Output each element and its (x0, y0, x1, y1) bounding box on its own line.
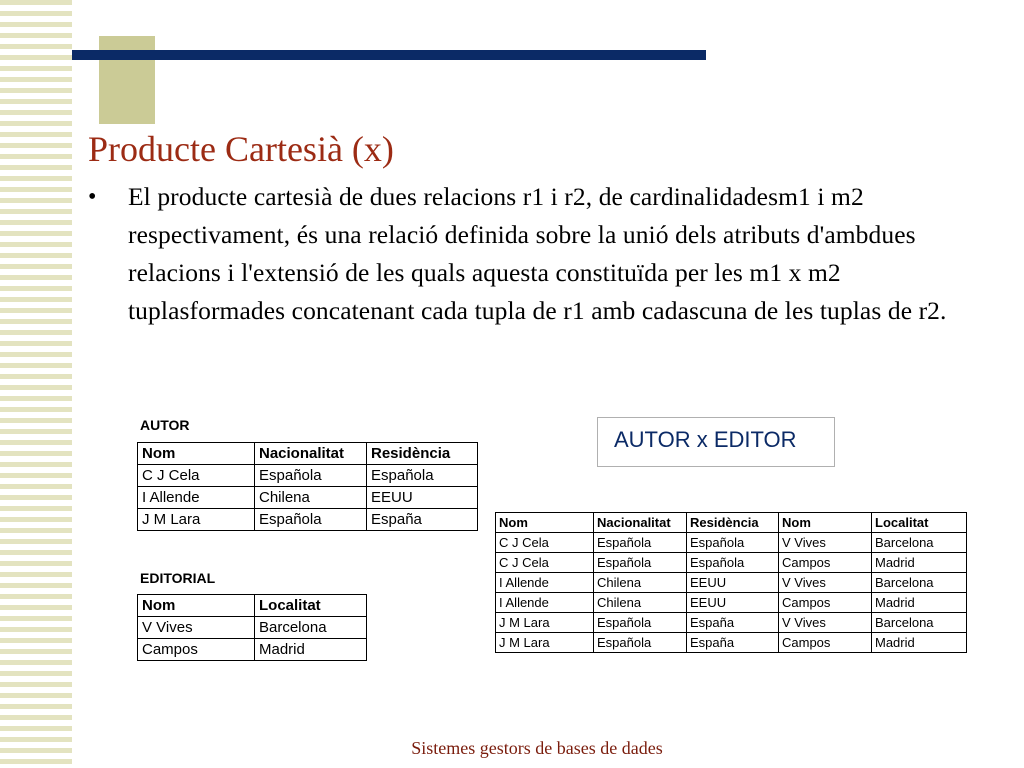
table-cell: Española (687, 553, 779, 573)
table-cell: España (687, 633, 779, 653)
table-row (138, 639, 367, 661)
decorative-title-bar (72, 50, 706, 60)
table-row (496, 533, 967, 553)
table-cell: I Allende (138, 487, 255, 509)
result-label-box (597, 417, 835, 467)
slide-footer: Sistemes gestors de bases de dades (411, 738, 663, 758)
column-header: Nom (779, 513, 872, 533)
table-cell: J M Lara (496, 633, 594, 653)
table-cell: Madrid (872, 633, 967, 653)
table-cell: Campos (779, 593, 872, 613)
table-cell: Barcelona (872, 533, 967, 553)
table-row (496, 593, 967, 613)
table-row (496, 573, 967, 593)
table-cell: V Vives (138, 617, 255, 639)
table-cell: Española (594, 613, 687, 633)
column-header: Residència (367, 443, 478, 465)
table-cell: Española (594, 633, 687, 653)
table-cell: I Allende (496, 593, 594, 613)
table-cell: Española (367, 465, 478, 487)
table-cell: EEUU (687, 593, 779, 613)
bullet-marker: • (88, 184, 97, 210)
table-row (138, 487, 478, 509)
table-cell: Barcelona (872, 613, 967, 633)
table-cell: EEUU (687, 573, 779, 593)
table-header-row (496, 513, 967, 533)
autor-table-label: AUTOR (140, 417, 190, 433)
table-cell: Campos (779, 553, 872, 573)
column-header: Localitat (872, 513, 967, 533)
column-header: Residència (687, 513, 779, 533)
table-cell: Madrid (872, 553, 967, 573)
editorial-table-label: EDITORIAL (140, 570, 216, 586)
table-cell: Chilena (255, 487, 367, 509)
table-row (138, 465, 478, 487)
table-cell: C J Cela (496, 533, 594, 553)
table-header-row (138, 595, 367, 617)
column-header: Nacionalitat (255, 443, 367, 465)
table-row (496, 633, 967, 653)
bullet-item (88, 178, 993, 330)
table-cell: Española (594, 553, 687, 573)
table-cell: Campos (779, 633, 872, 653)
table-cell: J M Lara (496, 613, 594, 633)
table-cell: V Vives (779, 613, 872, 633)
table-row (138, 617, 367, 639)
table-row (496, 613, 967, 633)
column-header: Nom (138, 595, 255, 617)
table-cell: V Vives (779, 533, 872, 553)
column-header: Nacionalitat (594, 513, 687, 533)
table-cell: Chilena (594, 573, 687, 593)
table-cell: Madrid (872, 593, 967, 613)
table-cell: Madrid (255, 639, 367, 661)
table-cell: EEUU (367, 487, 478, 509)
table-header-row (138, 443, 478, 465)
slide-title: Producte Cartesià (x) (88, 129, 394, 169)
result-label: AUTOR x EDITOR (614, 427, 797, 452)
table-cell: España (367, 509, 478, 531)
table-cell: Chilena (594, 593, 687, 613)
table-cell: Española (255, 465, 367, 487)
cartesian-product-table (495, 512, 967, 653)
column-header: Nom (496, 513, 594, 533)
editorial-table (137, 594, 367, 661)
column-header: Localitat (255, 595, 367, 617)
table-cell: España (687, 613, 779, 633)
decorative-stripes (0, 0, 72, 768)
autor-table (137, 442, 478, 531)
table-cell: V Vives (779, 573, 872, 593)
table-cell: Campos (138, 639, 255, 661)
table-cell: Española (594, 533, 687, 553)
table-cell: Española (255, 509, 367, 531)
table-cell: Española (687, 533, 779, 553)
table-cell: Barcelona (255, 617, 367, 639)
table-cell: I Allende (496, 573, 594, 593)
table-row (496, 553, 967, 573)
table-row (138, 509, 478, 531)
table-cell: Barcelona (872, 573, 967, 593)
column-header: Nom (138, 443, 255, 465)
bullet-text: El producte cartesià de dues relacions r1 i r2, de cardinalidadesm1 i m2 respectivament, és una relació definida sobre la unió dels atributs d'ambdues relacions i l'extensió de les quals aquesta constituïda per les m1 x m2 tuplasformades concatenant cada tupla de r1 amb cadascuna de les tuplas de r2. (128, 182, 947, 325)
table-cell: C J Cela (496, 553, 594, 573)
table-cell: C J Cela (138, 465, 255, 487)
table-cell: J M Lara (138, 509, 255, 531)
